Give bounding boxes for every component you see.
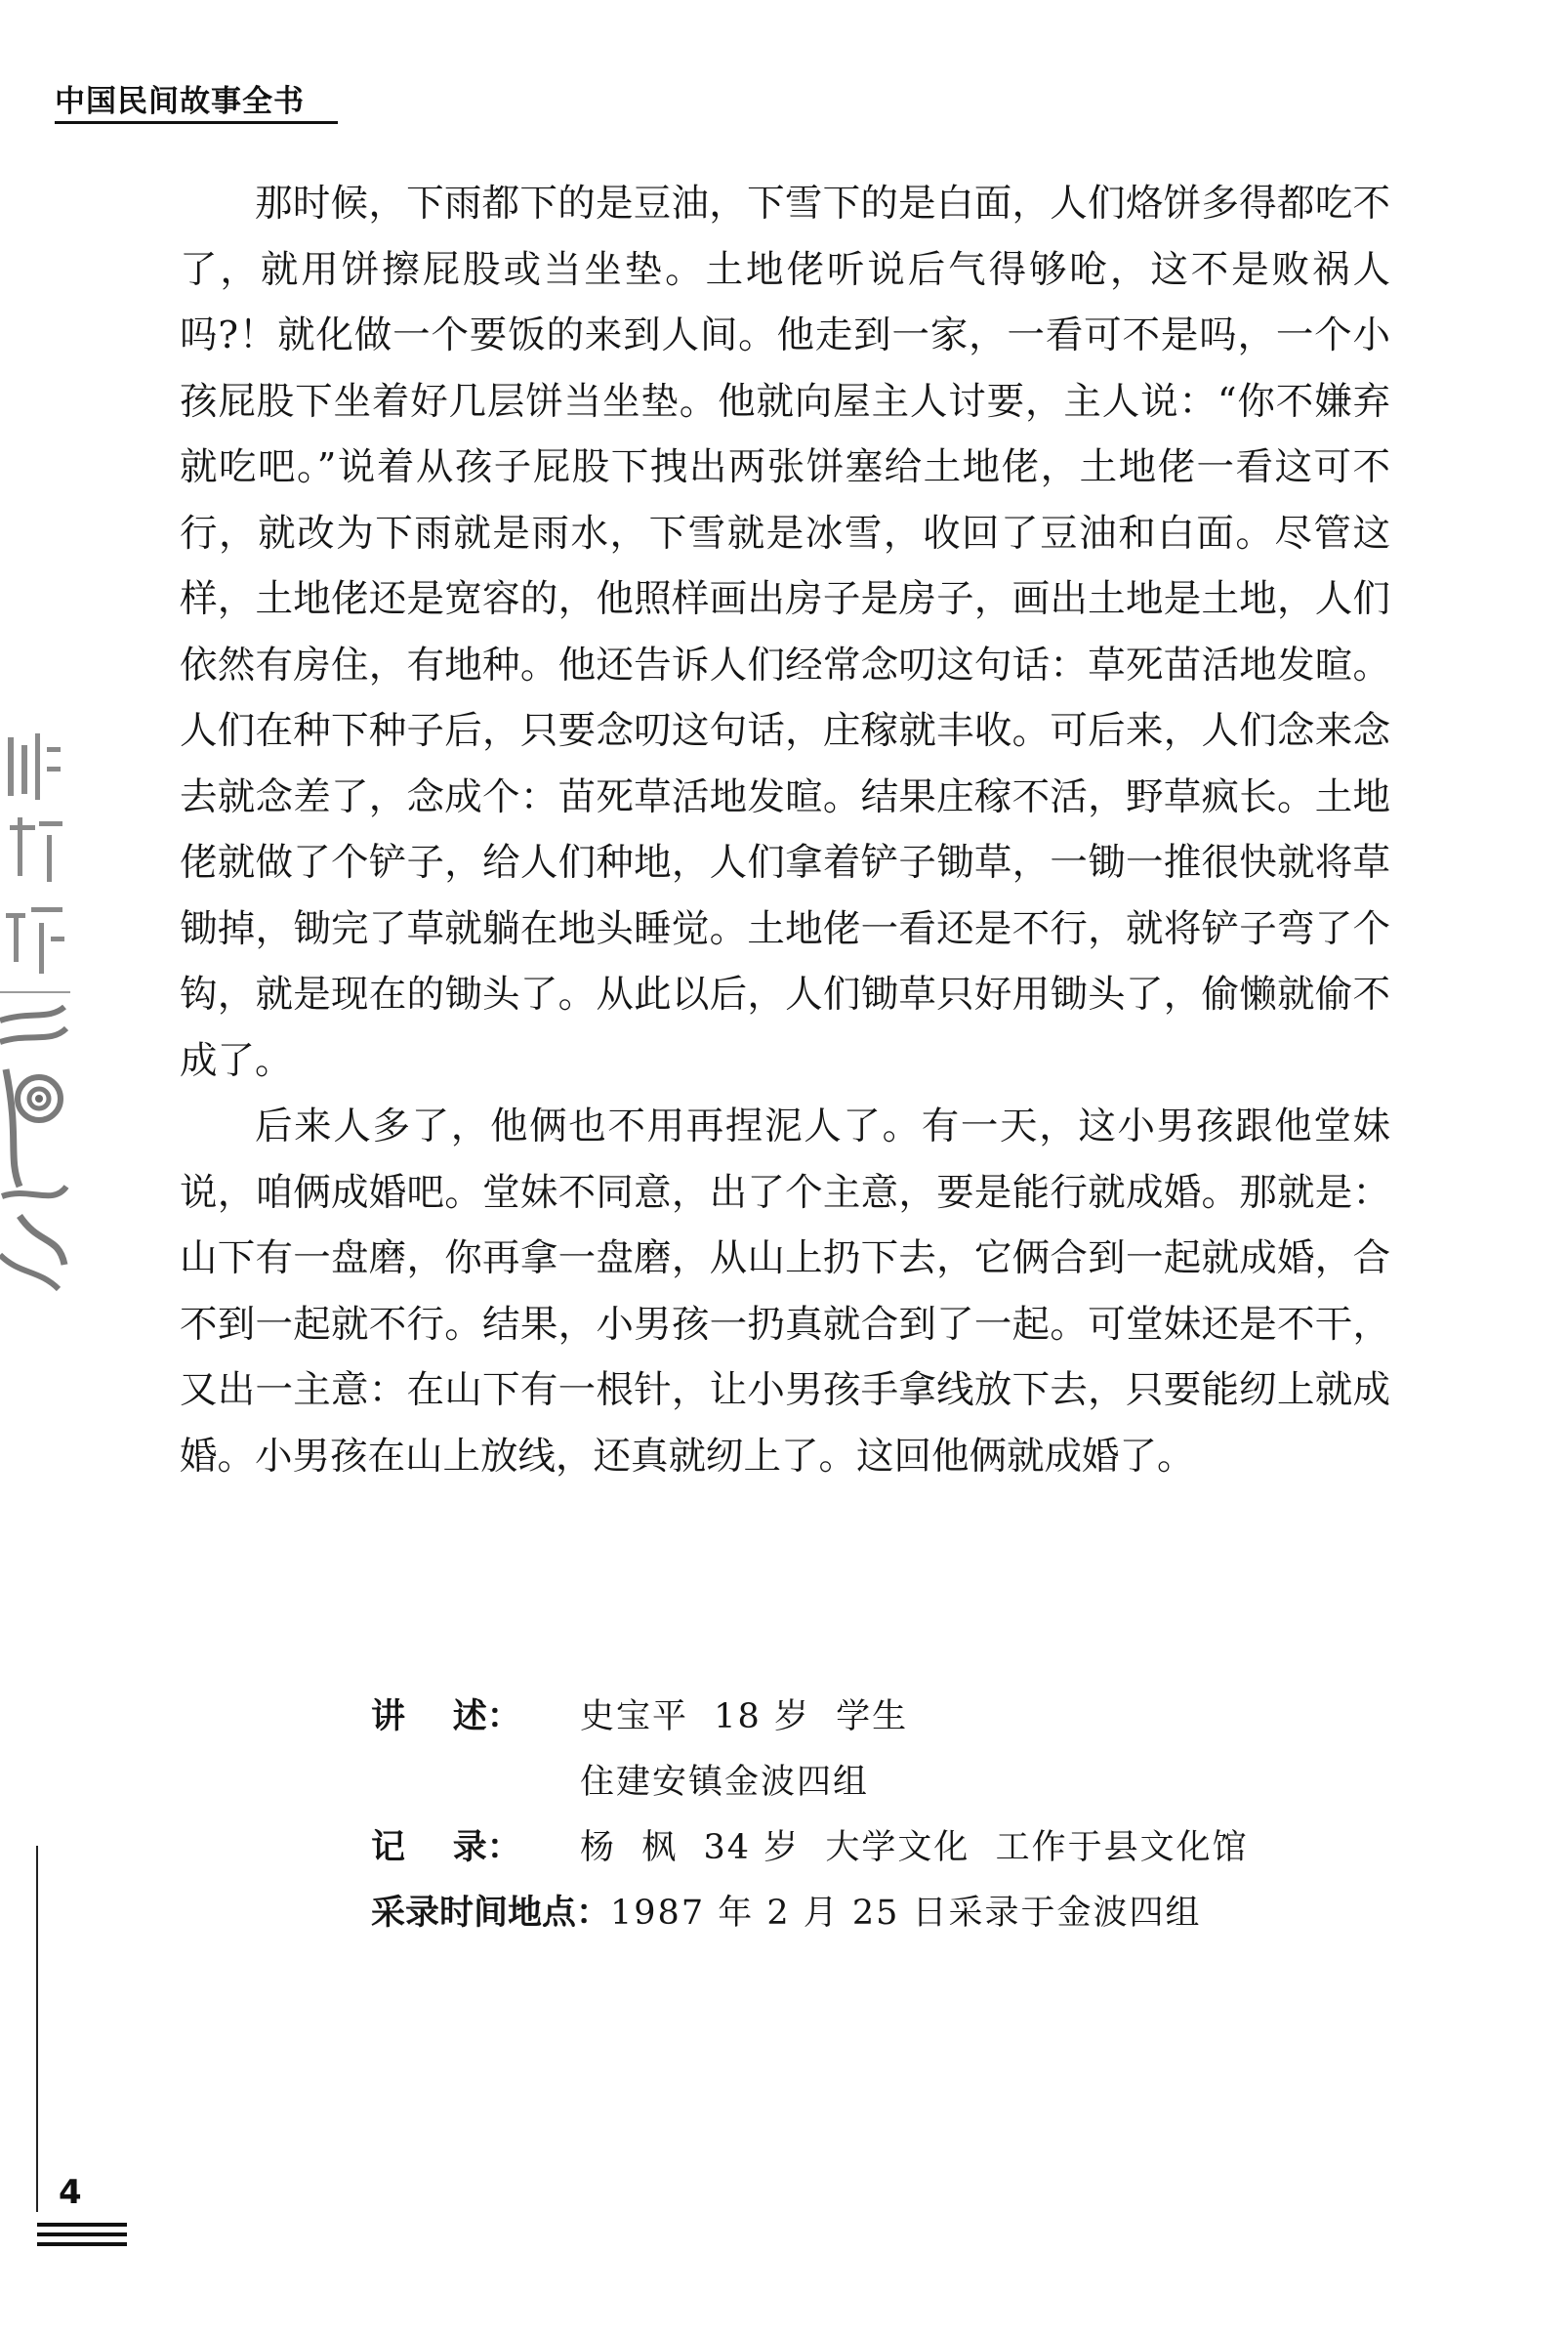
time-place-label: 采录时间地点： <box>371 1894 611 1933</box>
story-paragraph-1: 那时候，下雨都下的是豆油，下雪下的是白面，人们烙饼多得都吃不了，就用饼擦屁股或当坐垫。土地佬听说后气得够呛，这不是败祸人吗?！就化做一个要饭的来到人间。他走到一家，一看可不是吗，一个小孩屁股下坐着好几层饼当坐垫。他就向屋主人讨要，主人说：“你不嫌弃就吃吧。”说着从孩子屁股下拽出两张饼塞给土地佬，土地佬一看这可不行，就改为下雨就是雨水，下雪就是冰雪，收回了豆油和白面。尽管这样，土地佬还是宽容的，他照样画出房子是房子，画出土地是土地，人们依然有房住，有地种。他还告诉人们经常念叨这句话：草死苗活地发暄。人们在种下种子后，只要念叨这句话，庄稼就丰收。可后来，人们念来念去就念差了，念成个：苗死草活地发暄。结果庄稼不活，野草疯长。土地佬就做了个铲子，给人们种地，人们拿着铲子锄草，一锄一推很快就将草锄掉，锄完了草就躺在地头睡觉。土地佬一看还是不行，就将铲子弯了个钩，就是现在的锄头了。从此以后，人们锄草只好用锄头了，偷懒就偷不成了。 <box>180 182 1390 1083</box>
running-head-title: 中国民间故事全书 <box>55 84 305 119</box>
narrator-row <box>371 1685 1249 1750</box>
narrator-address-row <box>371 1750 1249 1815</box>
page-number: 4 <box>59 2173 82 2212</box>
time-place-row <box>371 1881 1249 1946</box>
story-body <box>180 171 1390 1489</box>
story-paragraph-2: 后来人多了，他俩也不用再捏泥人了。有一天，这小男孩跟他堂妹说，咱俩成婚吧。堂妹不同意，出了个主意，要是能行就成婚。那就是：山下有一盘磨，你再拿一盘磨，从山上扔下去，它俩合到一起就成婚，合不到一起就不行。结果，小男孩一扔真就合到了一起。可堂妹还是不干，又出一主意：在山下有一根针，让小男孩手拿线放下去，只要能纫上就成婚。小男孩在山上放线，还真就纫上了。这回他俩就成婚了。 <box>180 1105 1390 1479</box>
narrator-value: 史宝平 18 岁 学生 <box>580 1697 909 1736</box>
margin-rule <box>36 1846 38 2212</box>
recorder-label: 记 录： <box>371 1828 521 1867</box>
narrator-label: 讲 述： <box>371 1697 521 1736</box>
page-number-bars <box>37 2223 127 2252</box>
running-head-rule <box>55 121 338 124</box>
side-ornament-image <box>0 728 70 1294</box>
recorder-value: 杨 枫 34 岁 大学文化 工作于县文化馆 <box>580 1828 1249 1867</box>
credits-block <box>371 1685 1249 1946</box>
recorder-row <box>371 1815 1249 1881</box>
narrator-address: 住建安镇金波四组 <box>580 1763 870 1802</box>
time-place-value: 1987 年 2 月 25 日采录于金波四组 <box>610 1894 1202 1933</box>
